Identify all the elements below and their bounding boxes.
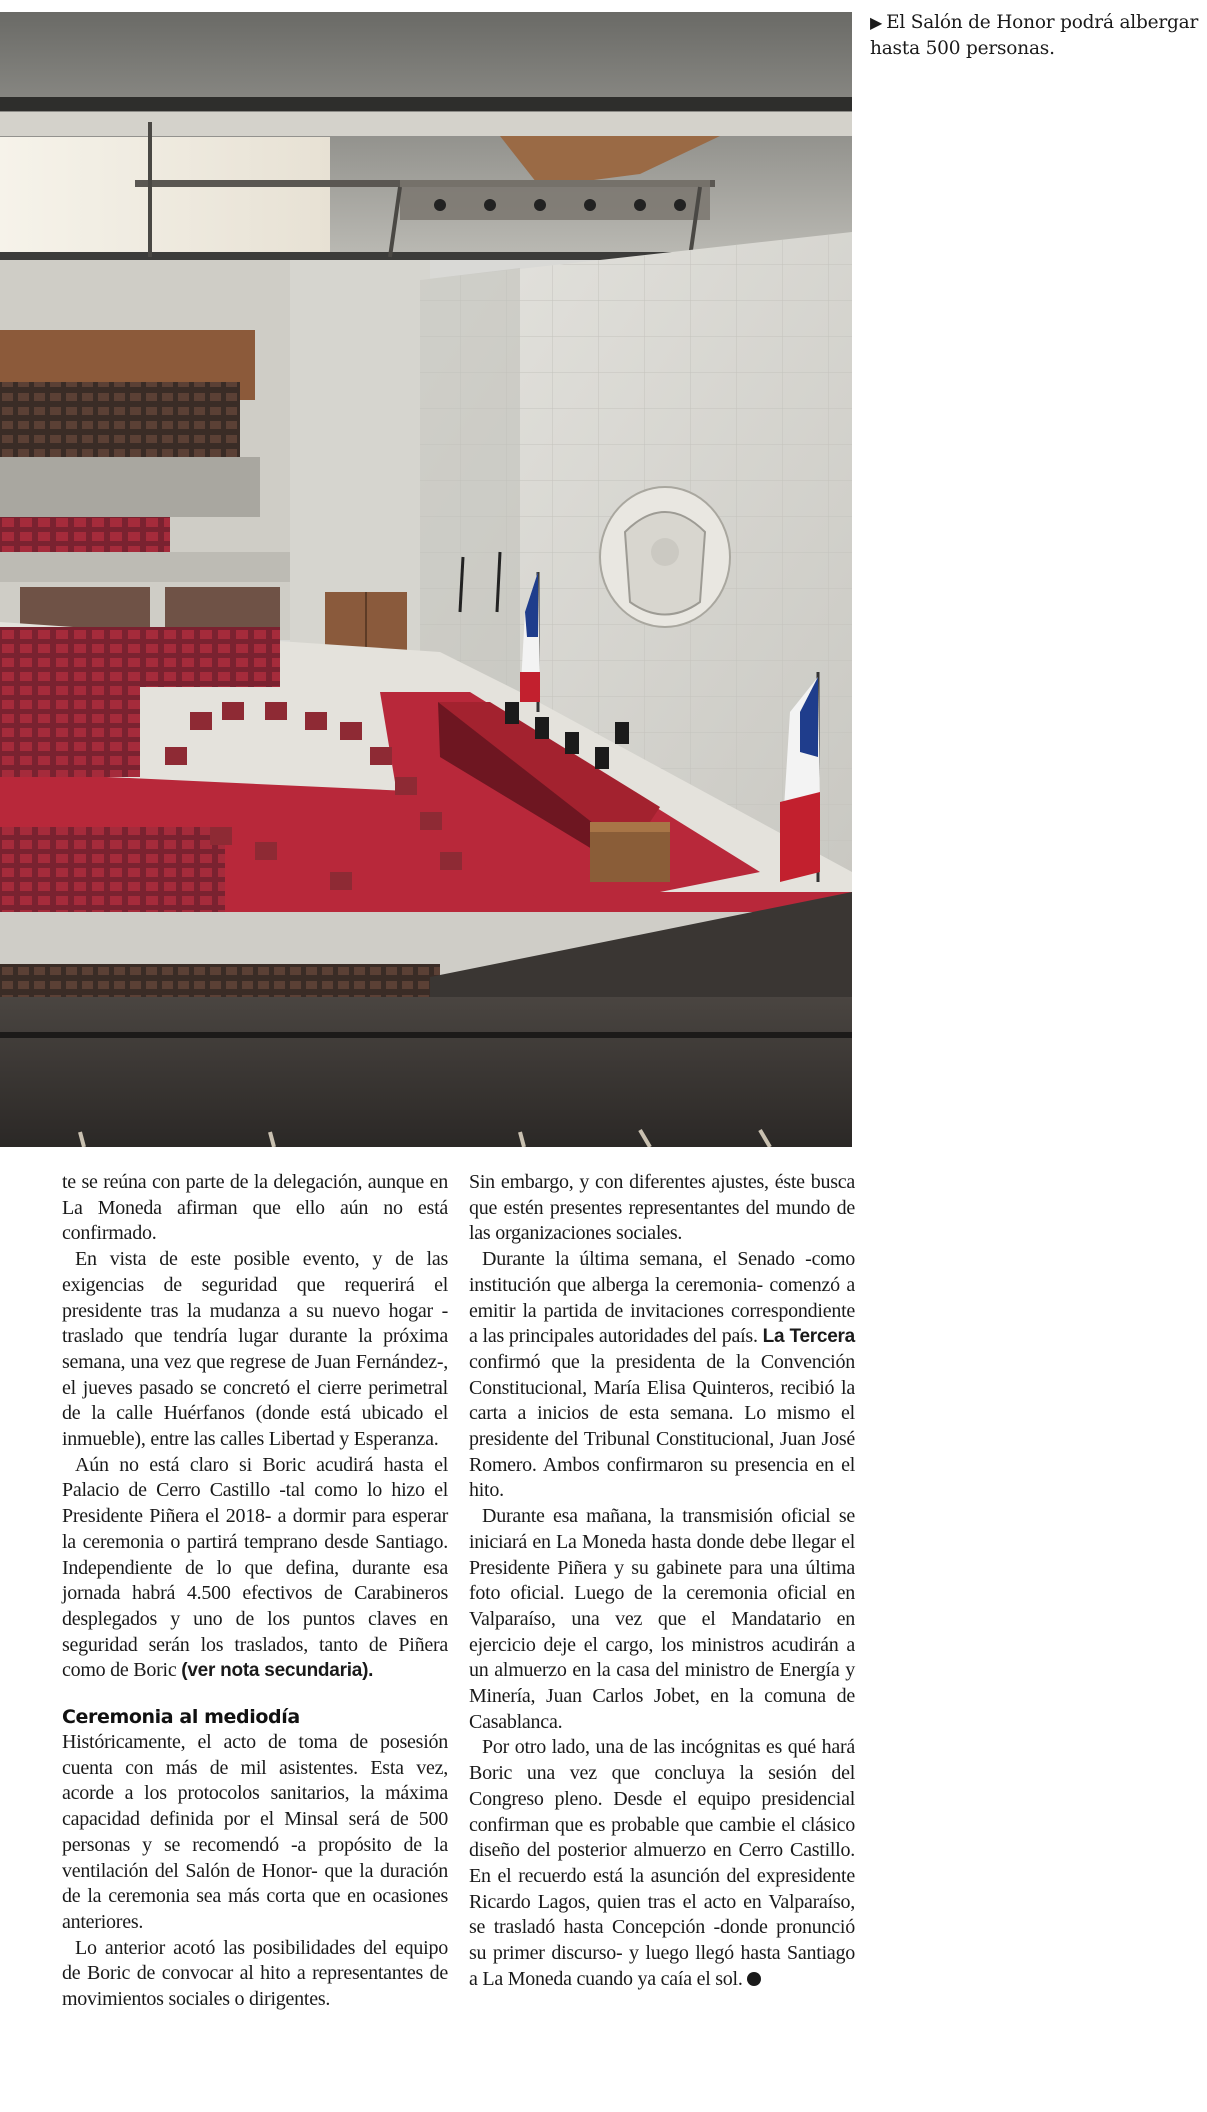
left-paragraph-3 — [62, 1453, 448, 1684]
left-paragraph-3-text: Aún no está claro si Boric acudirá hasta el Palacio de Cerro Castillo -tal como lo hizo el Presidente Piñera el 2018- a dormir para esperar la ceremonia o partirá temprano desde Santiago. Independiente de lo que defina, durante esa jornada habrá 4.500 efectivos de Carabineros desplegados y uno de los puntos claves en seguridad serán los traslados, tanto de Piñera como de Boric — [62, 1453, 448, 1682]
left-paragraph-4: Históricamente, el acto de toma de posesión cuenta con más de mil asistentes. Esta vez, acorde a los protocolos sanitarios, la máxima capacidad definida por el Minsal será de 500 personas y se recomendó -a propósito de la ventilación del Salón de Honor- que la duración de la ceremonia sea más corta que en ocasiones anteriores. — [62, 1731, 448, 1933]
ceiling-beam — [0, 97, 852, 111]
right-paragraph-3: Durante esa mañana, la transmisión oficial se iniciará en La Moneda hasta donde debe llegar el Presidente Piñera y su gabinete para una última foto oficial. Luego de la ceremonia oficial en Valparaíso, una vez que el Mandatario en ejercicio deje el cargo, los ministros acudirán a un almuerzo en la casa del ministro de Energía y Minería, Juan Carlos Jobet, en la comuna de Casablanca. — [469, 1505, 855, 1733]
coat-of-arms — [600, 487, 730, 627]
seating-block-front — [0, 827, 225, 912]
section-subhead: Ceremonia al mediodía — [62, 1706, 300, 1729]
salon-de-honor-photo — [0, 12, 852, 1147]
right-paragraph-4-text: Por otro lado, una de las incógnitas es qué hará Boric una vez que concluya la sesión del Congreso pleno. Desde el equipo presidencial confirman que es probable que cambie el clásico diseño del posterior almuerzo en Cerro Castillo. En el recuerdo está la asunción del expresidente Ricardo Lagos, quien tras el acto en Valparaíso, se trasladó hasta Concepción -donde pronunció su primer discurso- y luego llegó hasta Santiago a La Moneda cuando ya caía el sol. — [469, 1736, 855, 1990]
left-paragraph-5: Lo anterior acotó las posibilidades del equipo de Boric de convocar al hito a representantes de movimientos sociales o dirigentes. — [62, 1936, 448, 2011]
newspaper-name: La Tercera — [762, 1326, 856, 1348]
right-paragraph-2-after: confirmó que la presidenta de la Convención Constitucional, María Elisa Quinteros, recibió la carta a inicios de esta semana. Lo mismo el presidente del Tribunal Constitucional, Juan José Romero. Ambos confirmaron su presencia en el hito. — [469, 1350, 855, 1502]
photo-caption — [870, 10, 1205, 62]
right-paragraph-2 — [469, 1247, 855, 1504]
left-paragraph-2: En vista de este posible evento, y de las exigencias de seguridad que requerirá el presidente tras la mudanza a su nuevo hogar -traslado que tendría lugar durante la próxima semana, una vez que regrese de Juan Fernández-, el jueves pasado se concretó el cierre perimetral de la calle Huérfanos (donde está ubicado el inmueble), entre las calles Libertad y Esperanza. — [62, 1248, 448, 1451]
right-paragraph-2-before: Durante la última semana, el Senado -como institución que alberga la ceremonia- comenzó a emitir la partida de invitaciones correspondiente a las principales autoridades del país. — [469, 1248, 855, 1348]
caption-text: El Salón de Honor podrá albergar hasta 500 personas. — [870, 12, 1199, 59]
right-triangle-icon: ▶ — [870, 13, 883, 32]
seating-block-left — [0, 687, 140, 777]
article-left-column — [62, 1170, 448, 2013]
balcony-railing — [0, 997, 852, 1147]
article-right-column — [469, 1170, 855, 1993]
right-paragraph-4 — [469, 1735, 855, 1992]
seating-block-back — [0, 627, 280, 687]
left-paragraph-1: te se reúna con parte de la delegación, aunque en La Moneda afirman que ello aún no está confirmado. — [62, 1171, 448, 1245]
chamber-illustration — [0, 12, 852, 1147]
upper-gallery-seats — [0, 382, 240, 457]
see-secondary-note: (ver nota secundaria). — [181, 1660, 374, 1682]
end-mark-icon — [747, 1972, 761, 1986]
right-paragraph-1: Sin embargo, y con diferentes ajustes, éste busca que estén presentes representantes del mundo de las organizaciones sociales. — [469, 1171, 855, 1245]
